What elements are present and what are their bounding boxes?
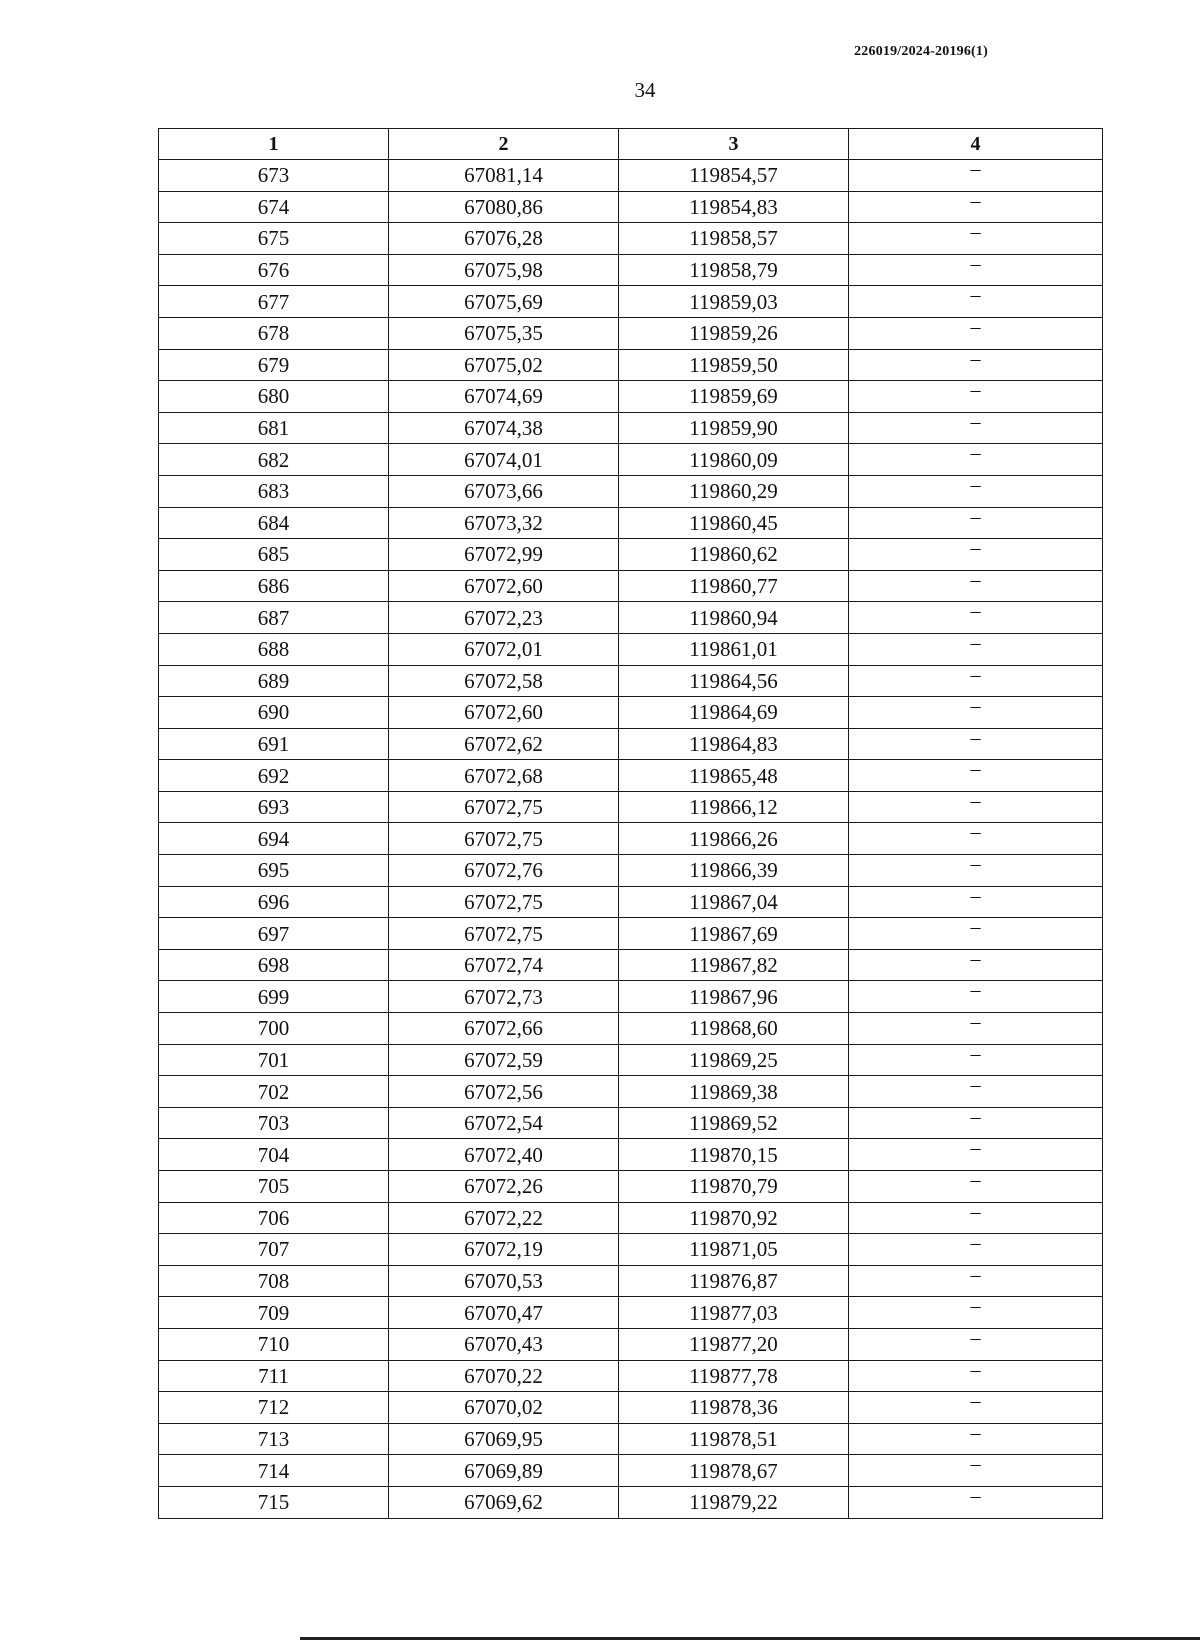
table-row [159,855,1103,887]
point-number-cell: 679 [159,349,389,381]
note-cell: – [849,475,1103,507]
point-number-cell: 686 [159,570,389,602]
y-coordinate-cell: 119866,26 [619,823,849,855]
x-coordinate-cell: 67073,66 [389,475,619,507]
point-number-cell: 683 [159,475,389,507]
note-cell: – [849,507,1103,539]
note-cell: – [849,381,1103,413]
x-coordinate-cell: 67072,73 [389,981,619,1013]
y-coordinate-cell: 119854,57 [619,160,849,192]
point-number-cell: 674 [159,191,389,223]
table-row [159,191,1103,223]
y-coordinate-cell: 119879,22 [619,1486,849,1518]
note-cell: – [849,602,1103,634]
note-cell: – [849,1202,1103,1234]
point-number-cell: 702 [159,1076,389,1108]
point-number-cell: 703 [159,1107,389,1139]
x-coordinate-cell: 67070,47 [389,1297,619,1329]
note-cell: – [849,444,1103,476]
y-coordinate-cell: 119864,56 [619,665,849,697]
table-row [159,1139,1103,1171]
table-row [159,570,1103,602]
table-body [159,160,1103,1519]
point-number-cell: 715 [159,1486,389,1518]
y-coordinate-cell: 119859,26 [619,317,849,349]
x-coordinate-cell: 67076,28 [389,223,619,255]
x-coordinate-cell: 67070,02 [389,1392,619,1424]
point-number-cell: 673 [159,160,389,192]
x-coordinate-cell: 67072,75 [389,791,619,823]
note-cell: – [849,918,1103,950]
table-row [159,223,1103,255]
table-row [159,1107,1103,1139]
point-number-cell: 699 [159,981,389,1013]
point-number-cell: 677 [159,286,389,318]
y-coordinate-cell: 119859,50 [619,349,849,381]
document-id: 226019/2024-20196(1) [854,44,988,59]
point-number-cell: 710 [159,1328,389,1360]
point-number-cell: 705 [159,1171,389,1203]
table-row [159,1455,1103,1487]
note-cell: – [849,1139,1103,1171]
table-row [159,1360,1103,1392]
note-cell: – [849,981,1103,1013]
note-cell: – [849,539,1103,571]
note-cell: – [849,1107,1103,1139]
table-row [159,381,1103,413]
note-cell: – [849,570,1103,602]
y-coordinate-cell: 119869,25 [619,1044,849,1076]
note-cell: – [849,160,1103,192]
x-coordinate-cell: 67072,66 [389,1013,619,1045]
table-row [159,760,1103,792]
note-cell: – [849,317,1103,349]
table-row [159,697,1103,729]
note-cell: – [849,1044,1103,1076]
y-coordinate-cell: 119877,03 [619,1297,849,1329]
y-coordinate-cell: 119866,39 [619,855,849,887]
point-number-cell: 676 [159,254,389,286]
table-row [159,286,1103,318]
point-number-cell: 688 [159,633,389,665]
note-cell: – [849,728,1103,760]
x-coordinate-cell: 67073,32 [389,507,619,539]
y-coordinate-cell: 119864,83 [619,728,849,760]
point-number-cell: 713 [159,1423,389,1455]
x-coordinate-cell: 67075,35 [389,317,619,349]
note-cell: – [849,1455,1103,1487]
x-coordinate-cell: 67072,60 [389,697,619,729]
point-number-cell: 712 [159,1392,389,1424]
point-number-cell: 680 [159,381,389,413]
x-coordinate-cell: 67080,86 [389,191,619,223]
y-coordinate-cell: 119877,78 [619,1360,849,1392]
note-cell: – [849,1360,1103,1392]
table-row [159,444,1103,476]
table-row [159,507,1103,539]
y-coordinate-cell: 119878,51 [619,1423,849,1455]
note-cell: – [849,1076,1103,1108]
x-coordinate-cell: 67069,89 [389,1455,619,1487]
note-cell: – [849,791,1103,823]
table-row [159,254,1103,286]
x-coordinate-cell: 67072,59 [389,1044,619,1076]
note-cell: – [849,349,1103,381]
y-coordinate-cell: 119859,69 [619,381,849,413]
x-coordinate-cell: 67075,98 [389,254,619,286]
y-coordinate-cell: 119867,04 [619,886,849,918]
table-row [159,728,1103,760]
point-number-cell: 701 [159,1044,389,1076]
x-coordinate-cell: 67072,74 [389,949,619,981]
y-coordinate-cell: 119860,09 [619,444,849,476]
column-header-4: 4 [849,129,1103,160]
note-cell: – [849,1486,1103,1518]
y-coordinate-cell: 119854,83 [619,191,849,223]
note-cell: – [849,760,1103,792]
table-row [159,1423,1103,1455]
x-coordinate-cell: 67075,69 [389,286,619,318]
table-row [159,1265,1103,1297]
x-coordinate-cell: 67069,95 [389,1423,619,1455]
point-number-cell: 708 [159,1265,389,1297]
y-coordinate-cell: 119868,60 [619,1013,849,1045]
x-coordinate-cell: 67072,75 [389,823,619,855]
x-coordinate-cell: 67072,54 [389,1107,619,1139]
note-cell: – [849,886,1103,918]
y-coordinate-cell: 119860,45 [619,507,849,539]
table-row [159,1234,1103,1266]
table-row [159,1297,1103,1329]
page-number: 34 [634,78,656,102]
point-number-cell: 700 [159,1013,389,1045]
table-row [159,412,1103,444]
table-row [159,1392,1103,1424]
y-coordinate-cell: 119870,79 [619,1171,849,1203]
y-coordinate-cell: 119860,77 [619,570,849,602]
y-coordinate-cell: 119878,36 [619,1392,849,1424]
x-coordinate-cell: 67072,60 [389,570,619,602]
x-coordinate-cell: 67072,56 [389,1076,619,1108]
table-row [159,665,1103,697]
note-cell: – [849,286,1103,318]
point-number-cell: 704 [159,1139,389,1171]
note-cell: – [849,1171,1103,1203]
table-row [159,949,1103,981]
note-cell: – [849,633,1103,665]
column-header-2: 2 [389,129,619,160]
y-coordinate-cell: 119865,48 [619,760,849,792]
x-coordinate-cell: 67070,53 [389,1265,619,1297]
point-number-cell: 685 [159,539,389,571]
point-number-cell: 694 [159,823,389,855]
x-coordinate-cell: 67072,26 [389,1171,619,1203]
point-number-cell: 706 [159,1202,389,1234]
point-number-cell: 695 [159,855,389,887]
note-cell: – [849,191,1103,223]
y-coordinate-cell: 119876,87 [619,1265,849,1297]
y-coordinate-cell: 119861,01 [619,633,849,665]
table-row [159,1486,1103,1518]
y-coordinate-cell: 119867,82 [619,949,849,981]
x-coordinate-cell: 67072,40 [389,1139,619,1171]
table-row [159,1013,1103,1045]
table-row [159,886,1103,918]
y-coordinate-cell: 119858,57 [619,223,849,255]
y-coordinate-cell: 119877,20 [619,1328,849,1360]
y-coordinate-cell: 119859,90 [619,412,849,444]
point-number-cell: 681 [159,412,389,444]
note-cell: – [849,1328,1103,1360]
x-coordinate-cell: 67074,69 [389,381,619,413]
table-row [159,823,1103,855]
point-number-cell: 691 [159,728,389,760]
point-number-cell: 707 [159,1234,389,1266]
point-number-cell: 684 [159,507,389,539]
table-row [159,602,1103,634]
y-coordinate-cell: 119860,29 [619,475,849,507]
note-cell: – [849,697,1103,729]
point-number-cell: 690 [159,697,389,729]
y-coordinate-cell: 119871,05 [619,1234,849,1266]
table-row [159,633,1103,665]
x-coordinate-cell: 67074,38 [389,412,619,444]
point-number-cell: 697 [159,918,389,950]
x-coordinate-cell: 67072,22 [389,1202,619,1234]
x-coordinate-cell: 67072,76 [389,855,619,887]
point-number-cell: 675 [159,223,389,255]
column-header-3: 3 [619,129,849,160]
x-coordinate-cell: 67070,43 [389,1328,619,1360]
table-row [159,918,1103,950]
table-row [159,791,1103,823]
note-cell: – [849,254,1103,286]
note-cell: – [849,1423,1103,1455]
table-row [159,349,1103,381]
coordinates-table [158,128,1103,1519]
table-row [159,539,1103,571]
point-number-cell: 698 [159,949,389,981]
table-row [159,475,1103,507]
x-coordinate-cell: 67072,75 [389,918,619,950]
coordinates-table-container [158,128,1102,1519]
point-number-cell: 687 [159,602,389,634]
note-cell: – [849,1297,1103,1329]
x-coordinate-cell: 67070,22 [389,1360,619,1392]
note-cell: – [849,949,1103,981]
y-coordinate-cell: 119864,69 [619,697,849,729]
table-header [159,129,1103,160]
note-cell: – [849,1234,1103,1266]
x-coordinate-cell: 67072,58 [389,665,619,697]
x-coordinate-cell: 67069,62 [389,1486,619,1518]
note-cell: – [849,823,1103,855]
note-cell: – [849,855,1103,887]
point-number-cell: 692 [159,760,389,792]
y-coordinate-cell: 119866,12 [619,791,849,823]
y-coordinate-cell: 119858,79 [619,254,849,286]
x-coordinate-cell: 67072,23 [389,602,619,634]
note-cell: – [849,1013,1103,1045]
point-number-cell: 709 [159,1297,389,1329]
note-cell: – [849,665,1103,697]
note-cell: – [849,1392,1103,1424]
column-header-1: 1 [159,129,389,160]
y-coordinate-cell: 119859,03 [619,286,849,318]
x-coordinate-cell: 67075,02 [389,349,619,381]
x-coordinate-cell: 67072,62 [389,728,619,760]
table-row [159,1328,1103,1360]
x-coordinate-cell: 67072,99 [389,539,619,571]
table-row [159,1044,1103,1076]
table-row [159,1171,1103,1203]
table-row [159,1076,1103,1108]
table-row [159,1202,1103,1234]
y-coordinate-cell: 119869,38 [619,1076,849,1108]
table-row [159,160,1103,192]
point-number-cell: 696 [159,886,389,918]
note-cell: – [849,1265,1103,1297]
y-coordinate-cell: 119867,96 [619,981,849,1013]
y-coordinate-cell: 119870,92 [619,1202,849,1234]
point-number-cell: 678 [159,317,389,349]
y-coordinate-cell: 119869,52 [619,1107,849,1139]
point-number-cell: 682 [159,444,389,476]
point-number-cell: 711 [159,1360,389,1392]
point-number-cell: 689 [159,665,389,697]
y-coordinate-cell: 119870,15 [619,1139,849,1171]
note-cell: – [849,223,1103,255]
x-coordinate-cell: 67072,75 [389,886,619,918]
y-coordinate-cell: 119860,94 [619,602,849,634]
point-number-cell: 714 [159,1455,389,1487]
point-number-cell: 693 [159,791,389,823]
y-coordinate-cell: 119867,69 [619,918,849,950]
x-coordinate-cell: 67074,01 [389,444,619,476]
x-coordinate-cell: 67081,14 [389,160,619,192]
table-row [159,317,1103,349]
y-coordinate-cell: 119860,62 [619,539,849,571]
table-row [159,981,1103,1013]
x-coordinate-cell: 67072,68 [389,760,619,792]
y-coordinate-cell: 119878,67 [619,1455,849,1487]
x-coordinate-cell: 67072,19 [389,1234,619,1266]
x-coordinate-cell: 67072,01 [389,633,619,665]
note-cell: – [849,412,1103,444]
header-row [159,129,1103,160]
